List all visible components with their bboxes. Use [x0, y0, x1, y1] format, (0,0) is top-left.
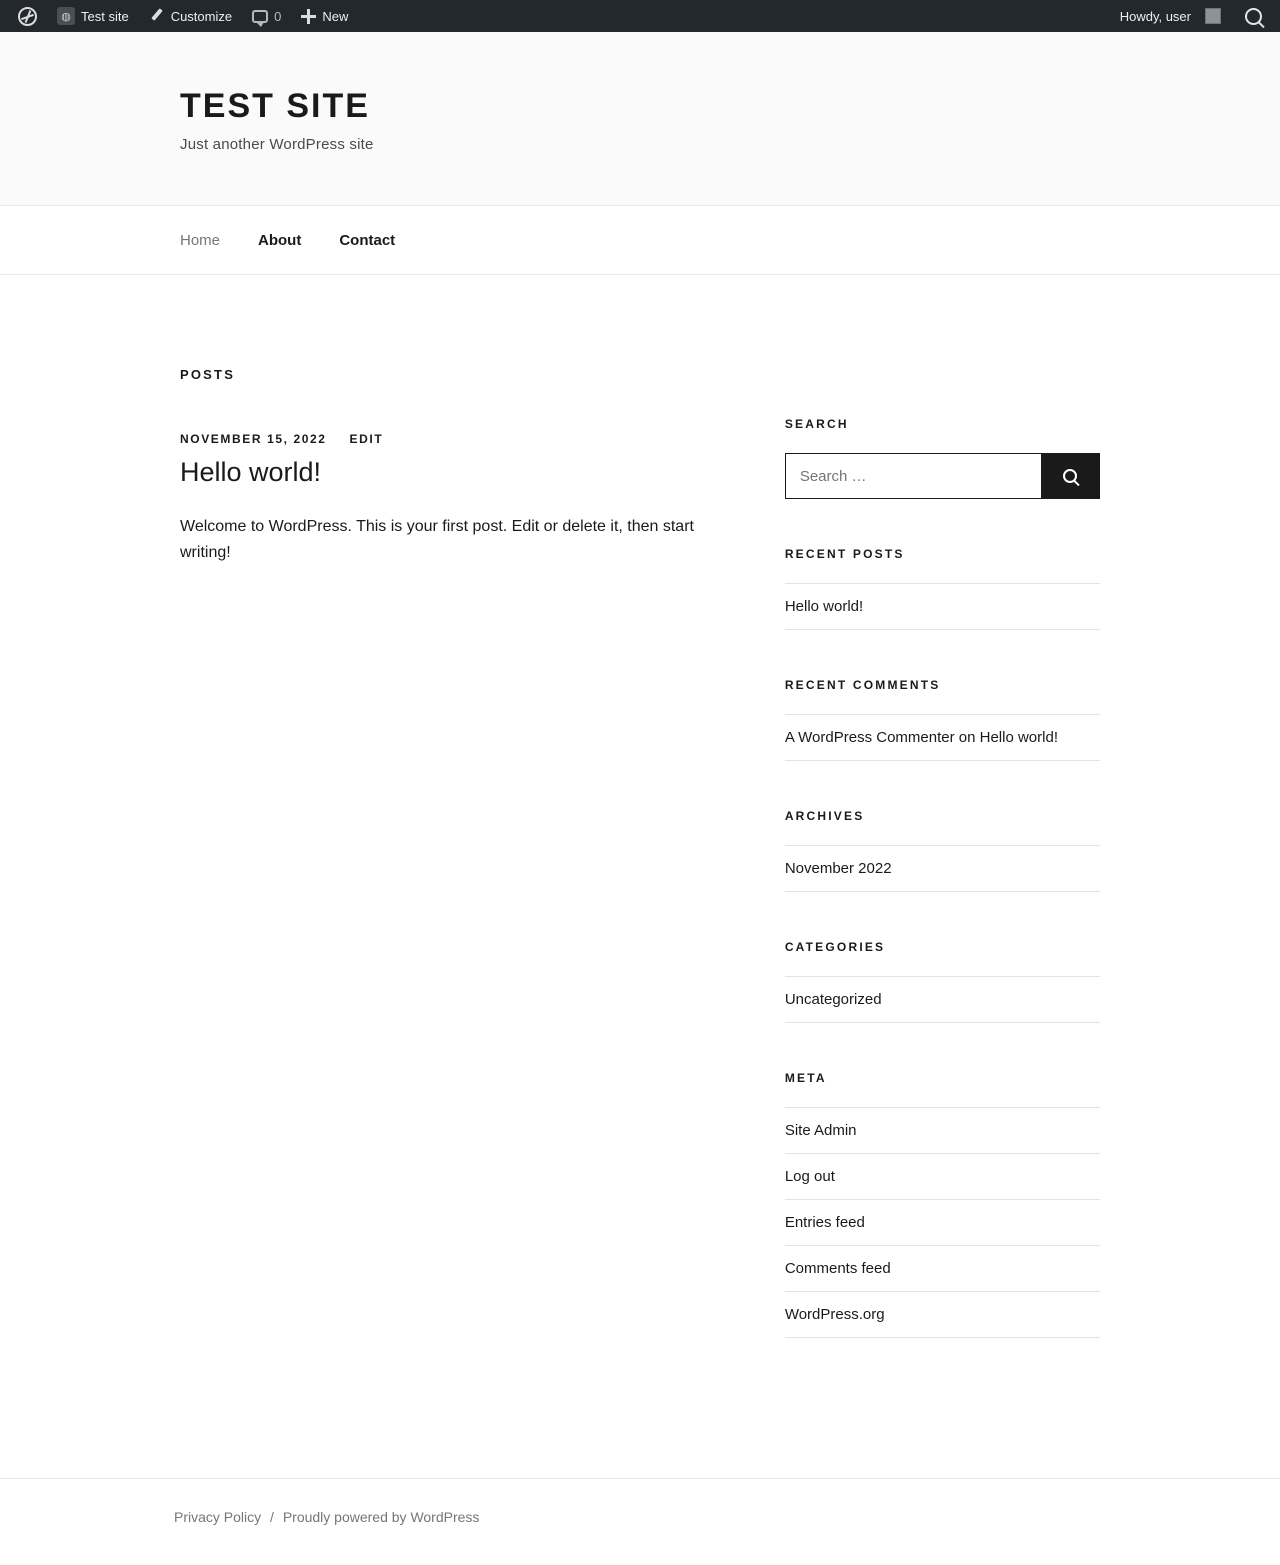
nav-item-about[interactable]: About — [258, 231, 302, 249]
post-meta — [180, 432, 739, 446]
recent-comments-list — [785, 714, 1100, 761]
footer-credit-link[interactable]: Proudly powered by WordPress — [282, 1509, 480, 1525]
admin-bar-new-label: New — [322, 8, 349, 24]
meta-link-wordpress-org[interactable]: WordPress.org — [784, 1306, 885, 1323]
content-area — [180, 275, 1100, 1386]
admin-bar-customize-label: Customize — [170, 8, 233, 24]
widget-search-title: SEARCH — [784, 417, 849, 431]
widget-recent-posts — [785, 547, 1100, 630]
posts-section-label: POSTS — [180, 367, 236, 382]
admin-bar-right — [1110, 0, 1272, 32]
list-item — [785, 845, 1100, 892]
admin-bar — [0, 0, 1280, 32]
comment-bubble-icon — [252, 10, 268, 23]
admin-bar-site-name[interactable] — [47, 0, 139, 32]
search-input[interactable] — [786, 454, 1041, 498]
list-item — [785, 583, 1100, 630]
primary-navigation — [0, 206, 1280, 275]
search-button[interactable] — [1041, 454, 1099, 498]
widget-search — [785, 417, 1100, 499]
site-header — [0, 32, 1280, 206]
footer-separator: / — [270, 1509, 274, 1525]
list-item — [785, 714, 1100, 761]
avatar — [1205, 8, 1221, 24]
search-icon — [1245, 8, 1262, 25]
admin-bar-new[interactable] — [291, 0, 358, 32]
list-item — [785, 1107, 1100, 1154]
archive-link[interactable]: November 2022 — [784, 860, 892, 877]
site-icon: ◍ — [57, 7, 75, 25]
meta-link-log-out[interactable]: Log out — [784, 1168, 835, 1185]
list-item — [785, 1200, 1100, 1246]
widget-categories-title: CATEGORIES — [784, 940, 886, 954]
archives-list — [785, 845, 1100, 892]
post-excerpt: Welcome to WordPress. This is your first post. Edit or delete it, then start writing! — [180, 518, 694, 562]
categories-list — [785, 976, 1100, 1023]
admin-bar-howdy-label: Howdy, user — [1119, 8, 1191, 24]
widget-categories — [785, 940, 1100, 1023]
footer-privacy-policy-link[interactable]: Privacy Policy — [174, 1509, 262, 1525]
widget-archives-title: ARCHIVES — [784, 809, 865, 823]
admin-bar-site-name-label: Test site — [81, 8, 129, 24]
admin-bar-comment-count: 0 — [274, 8, 282, 24]
search-icon — [1063, 469, 1077, 483]
comment-on-text: on — [954, 729, 980, 746]
admin-bar-customize[interactable] — [139, 0, 242, 32]
list-item — [785, 1292, 1100, 1338]
post-edit-link[interactable]: EDIT — [349, 432, 384, 446]
post-content — [180, 514, 739, 567]
plus-icon — [301, 9, 316, 24]
admin-bar-search[interactable] — [1231, 0, 1272, 32]
nav-item-home[interactable]: Home — [180, 231, 221, 249]
widget-meta-title: META — [784, 1071, 827, 1085]
post-date-link[interactable]: NOVEMBER 15, 2022 — [180, 432, 327, 446]
list-item — [785, 1246, 1100, 1292]
meta-link-entries-feed[interactable]: Entries feed — [784, 1214, 865, 1231]
recent-posts-list — [785, 583, 1100, 630]
widget-recent-posts-title: RECENT POSTS — [784, 547, 905, 561]
list-item — [785, 1154, 1100, 1200]
widget-recent-comments-title: RECENT COMMENTS — [784, 678, 941, 692]
widget-meta — [785, 1071, 1100, 1338]
sidebar — [785, 367, 1100, 1386]
nav-item-contact[interactable]: Contact — [339, 231, 396, 249]
admin-bar-wp-logo[interactable] — [8, 0, 47, 32]
page-title[interactable]: TEST SITE — [180, 87, 370, 125]
list-item — [785, 976, 1100, 1023]
meta-list — [785, 1107, 1100, 1338]
widget-archives — [785, 809, 1100, 892]
site-footer — [0, 1478, 1280, 1565]
wordpress-logo-icon — [18, 7, 37, 26]
pencil-icon — [149, 8, 165, 24]
main-content — [180, 367, 739, 1386]
post-article — [180, 432, 739, 567]
admin-bar-comments[interactable] — [242, 0, 291, 32]
meta-link-site-admin[interactable]: Site Admin — [784, 1122, 857, 1139]
category-link[interactable]: Uncategorized — [784, 991, 882, 1008]
comment-post-link[interactable]: Hello world! — [979, 729, 1058, 746]
meta-link-comments-feed[interactable]: Comments feed — [784, 1260, 891, 1277]
comment-author-link[interactable]: A WordPress Commenter — [784, 729, 955, 746]
post-title[interactable]: Hello world! — [180, 457, 322, 487]
admin-bar-my-account[interactable] — [1110, 0, 1231, 32]
search-form — [785, 453, 1100, 499]
recent-post-link[interactable]: Hello world! — [784, 598, 864, 615]
widget-recent-comments — [785, 678, 1100, 761]
site-description: Just another WordPress site — [180, 136, 374, 153]
